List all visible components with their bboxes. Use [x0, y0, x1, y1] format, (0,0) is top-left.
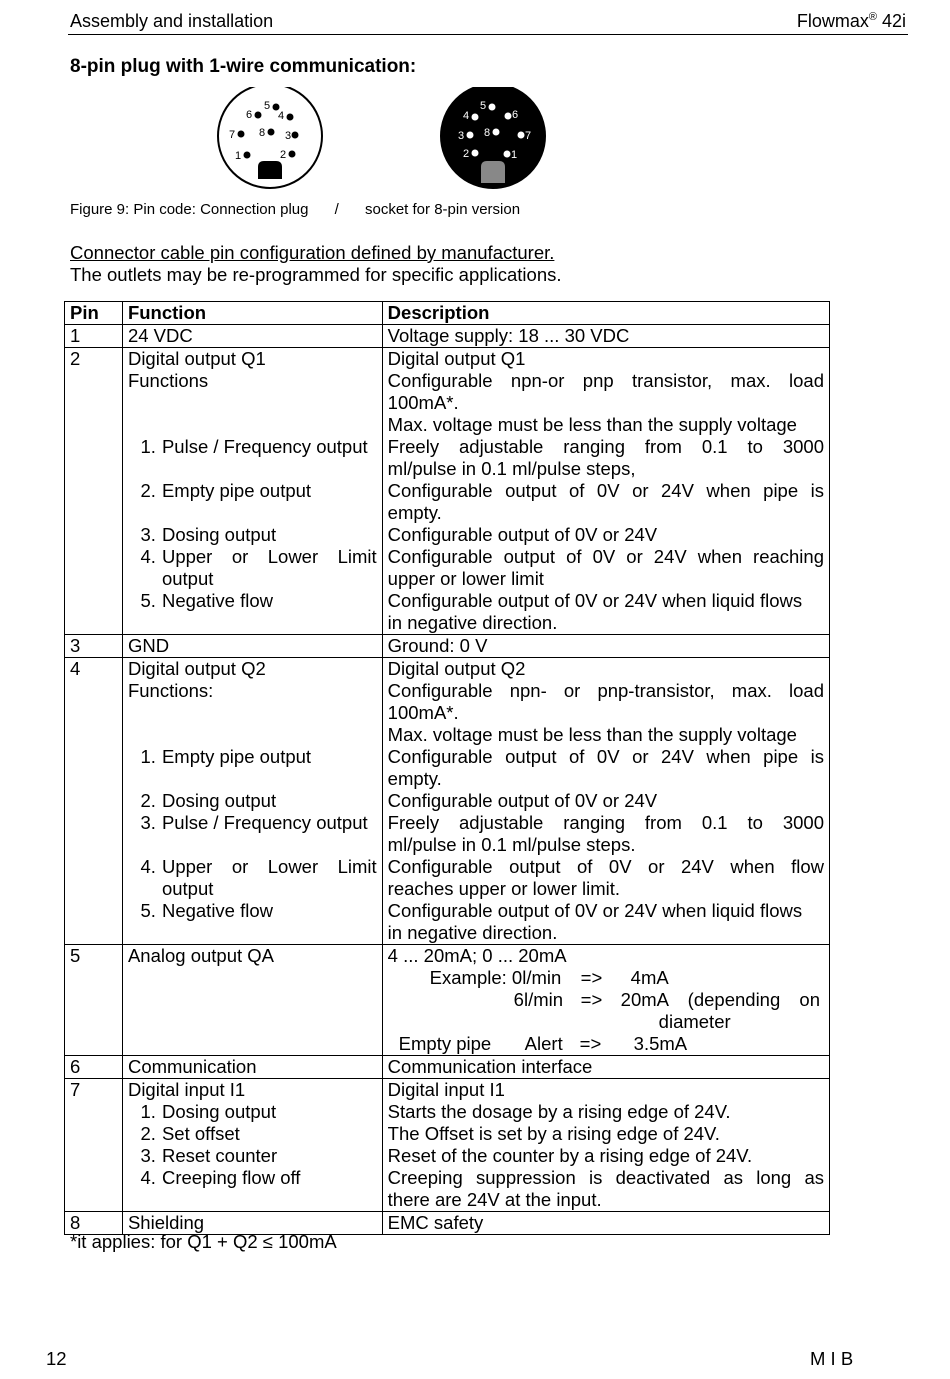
pin-label: 8 — [484, 127, 491, 139]
table-row — [65, 658, 830, 945]
pin-label: 1 — [511, 149, 518, 161]
intro-underlined: Connector cable pin configuration defined by manufacturer. — [70, 242, 555, 263]
function-title: Digital input I1 — [127, 1079, 246, 1100]
list-item: 1. Dosing output — [140, 1101, 277, 1122]
list-item: 4. Upper or Lower Limit output — [140, 546, 377, 589]
function-title: Digital output Q2 — [127, 658, 266, 679]
intro-text: The outlets may be re-programmed for specific applications. — [70, 264, 562, 285]
footnote: *it applies: for Q1 + Q2 ≤ 100mA — [70, 1231, 337, 1252]
page-number: 12 — [46, 1348, 67, 1369]
list-item: 5. Negative flow — [140, 900, 274, 921]
function-cell — [122, 1079, 382, 1212]
list-item: 3. Dosing output — [140, 524, 277, 545]
pin-cell: 8 — [65, 1212, 123, 1235]
pin-cell: 3 — [65, 635, 123, 658]
function-cell: 24 VDC — [122, 325, 382, 348]
function-cell: Communication — [122, 1056, 382, 1079]
figure-caption — [70, 201, 520, 218]
list-item: 2. Empty pipe output — [140, 480, 312, 501]
pin-table — [64, 301, 830, 1235]
pin-label: 3 — [285, 130, 292, 142]
pin-label: 2 — [280, 149, 287, 161]
function-cell — [122, 658, 382, 945]
function-title: Digital output Q1 — [127, 348, 266, 369]
pin-cell: 6 — [65, 1056, 123, 1079]
pin-cell: 1 — [65, 325, 123, 348]
table-row — [65, 635, 830, 658]
table-row — [65, 1056, 830, 1079]
pin-label: 5 — [264, 100, 271, 112]
list-item: 3. Pulse / Frequency output — [140, 812, 368, 833]
registered-mark: ® — [868, 11, 877, 23]
list-item: 2. Set offset — [140, 1123, 240, 1144]
section-title: 8-pin plug with 1-wire communication: — [70, 56, 417, 77]
description-cell: EMC safety — [382, 1212, 829, 1235]
pin-label: 4 — [463, 110, 470, 122]
pin-cell: 5 — [65, 945, 123, 1056]
function-cell: Analog output QA — [122, 945, 382, 1056]
description-cell: Digital input I1 Starts the dosage by a rising edge of 24V. The Offset is set by a rising edge of 24V. Reset of the counter by a rising edge of 24V. Creeping suppression is deactivated as long as there are 24V at the input. — [382, 1079, 829, 1212]
header-description: Description — [382, 302, 829, 325]
description-cell: Communication interface — [382, 1056, 829, 1079]
header-section-title: Assembly and installation — [70, 11, 274, 31]
plug-diagram — [212, 87, 328, 189]
plug-pin-icon — [212, 87, 328, 189]
description-cell: Digital output Q1 Configurable npn-or pnp transistor, max. load 100mA*. Max. voltage must be less than the supply voltage Freely adjustable ranging from 0.1 to 3000 ml/pulse in 0.1 ml/pulse steps, Configurable output of 0V or 24V when pipe is empty. Configurable output of 0V or 24V Configurable output of 0V or 24V when reaching upper or lower limit Configurable output of 0V or 24V when liquid flows in negative direction. — [382, 348, 829, 635]
example-line: diameter — [658, 1011, 731, 1032]
example-line: 6l/min => 20mA (depending on — [513, 989, 820, 1010]
footer-brand: M I B — [810, 1348, 854, 1369]
pin-label: 7 — [525, 130, 532, 142]
pin-cell: 4 — [65, 658, 123, 945]
list-item: 5. Negative flow — [140, 590, 274, 611]
pin-cell: 7 — [65, 1079, 123, 1212]
figure-caption-separator: / — [334, 201, 339, 218]
header-pin: Pin — [65, 302, 123, 325]
table-row — [65, 325, 830, 348]
table-header-row — [65, 302, 830, 325]
function-subtitle: Functions: — [127, 680, 214, 701]
function-cell — [122, 348, 382, 635]
description-cell: Digital output Q2 Configurable npn- or pnp-transistor, max. load 100mA*. Max. voltage must be less than the supply voltage Configurable output of 0V or 24V when pipe is empty. Configurable output of 0V or 24V Freely adjustable ranging from 0.1 to 3000 ml/pulse in 0.1 ml/pulse steps. Configurable output of 0V or 24V when flow reaches upper or lower limit. Configurable output of 0V or 24V when liquid flows in negative direction. — [382, 658, 829, 945]
figure-caption-part1: Figure 9: Pin code: Connection plug — [70, 201, 309, 218]
socket-diagram — [437, 87, 553, 189]
description-cell: 4 ... 20mA; 0 ... 20mA Example: 0l/min => 4mA 6l/min => 20mA (depending on diameter Empty pipe Alert => 3.5mA — [382, 945, 829, 1056]
socket-pin-icon — [437, 87, 553, 189]
header-function: Function — [122, 302, 382, 325]
pin-cell: 2 — [65, 348, 123, 635]
header-product-name: Flowmax — [796, 11, 869, 31]
figure-caption-part2: socket for 8-pin version — [365, 201, 521, 218]
pin-label: 3 — [458, 130, 465, 142]
function-cell: GND — [122, 635, 382, 658]
list-item: 1. Empty pipe output — [140, 746, 312, 767]
pin-label: 6 — [246, 109, 253, 121]
pin-label: 6 — [512, 109, 519, 121]
pin-label: 7 — [229, 129, 236, 141]
list-item: 4. Upper or Lower Limit output — [140, 856, 377, 899]
description-cell: Ground: 0 V — [382, 635, 829, 658]
list-item: 4. Creeping flow off — [140, 1167, 301, 1188]
example-line: Example: 0l/min => 4mA — [429, 967, 669, 988]
list-item: 3. Reset counter — [140, 1145, 278, 1166]
pin-label: 2 — [463, 148, 470, 160]
pin-label: 4 — [278, 110, 285, 122]
function-subtitle: Functions — [127, 370, 209, 391]
page-header — [68, 9, 908, 35]
table-row — [65, 945, 830, 1056]
pin-label: 1 — [235, 150, 242, 162]
description-cell: Voltage supply: 18 ... 30 VDC — [382, 325, 829, 348]
table-row — [65, 1079, 830, 1212]
function-cell: Shielding — [122, 1212, 382, 1235]
header-product — [797, 11, 906, 32]
pin-label: 8 — [259, 127, 266, 139]
example-line: Empty pipe Alert => 3.5mA — [398, 1033, 688, 1054]
pin-label: 5 — [480, 100, 487, 112]
list-item: 1. Pulse / Frequency output — [140, 436, 368, 457]
list-item: 2. Dosing output — [140, 790, 277, 811]
table-row — [65, 348, 830, 635]
header-product-model: 42i — [876, 11, 906, 31]
